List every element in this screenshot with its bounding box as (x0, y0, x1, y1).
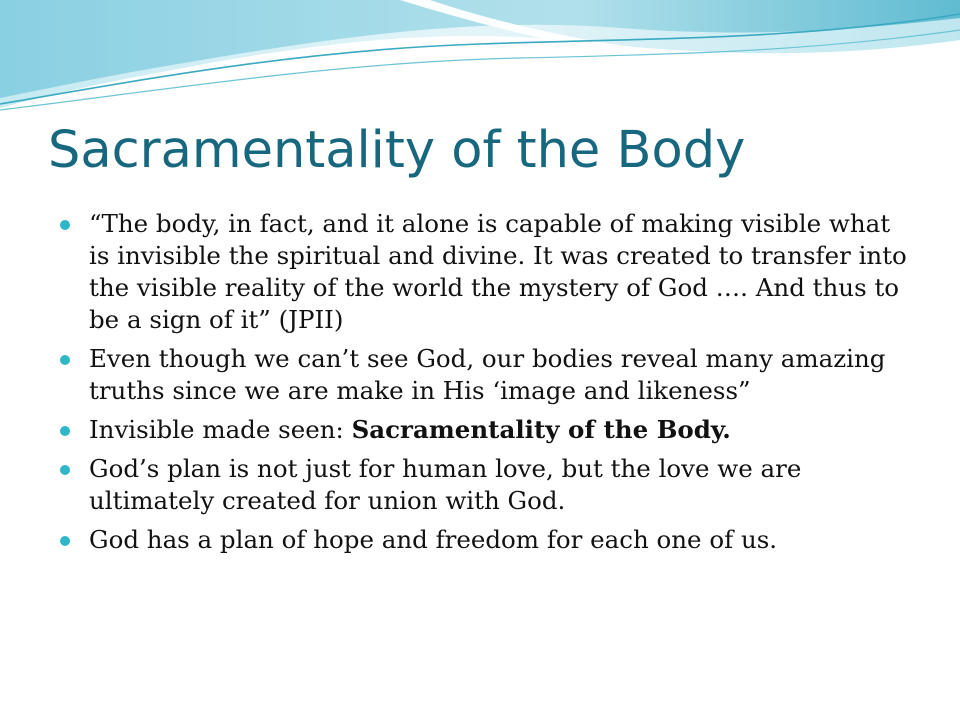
list-item (60, 453, 910, 517)
list-item (60, 343, 910, 407)
list-item (60, 414, 910, 446)
bullet-text-bold: Sacramentality of the Body. (351, 415, 731, 444)
list-item (60, 208, 910, 336)
bullet-list (60, 208, 910, 563)
slide-title: Sacramentality of the Body (48, 121, 746, 180)
header-wave-decoration (0, 0, 960, 120)
bullet-text-prefix: Invisible made seen: (89, 415, 352, 444)
bullet-text: Even though we can’t see God, our bodies reveal many amazing truths since we are make in His ‘image and likeness” (89, 344, 886, 405)
bullet-dot-icon (60, 220, 70, 230)
bullet-text: God has a plan of hope and freedom for each one of us. (89, 525, 778, 554)
list-item (60, 524, 910, 556)
bullet-dot-icon (60, 536, 70, 546)
bullet-dot-icon (60, 355, 70, 365)
bullet-text: God’s plan is not just for human love, but the love we are ultimately created for union with God. (89, 454, 802, 515)
bullet-dot-icon (60, 426, 70, 436)
bullet-dot-icon (60, 465, 70, 475)
bullet-text: “The body, in fact, and it alone is capable of making visible what is invisible the spiritual and divine. It was created to transfer into the visible reality of the world the mystery of God …. And thus to be a sign of it” (JPII) (89, 209, 907, 334)
